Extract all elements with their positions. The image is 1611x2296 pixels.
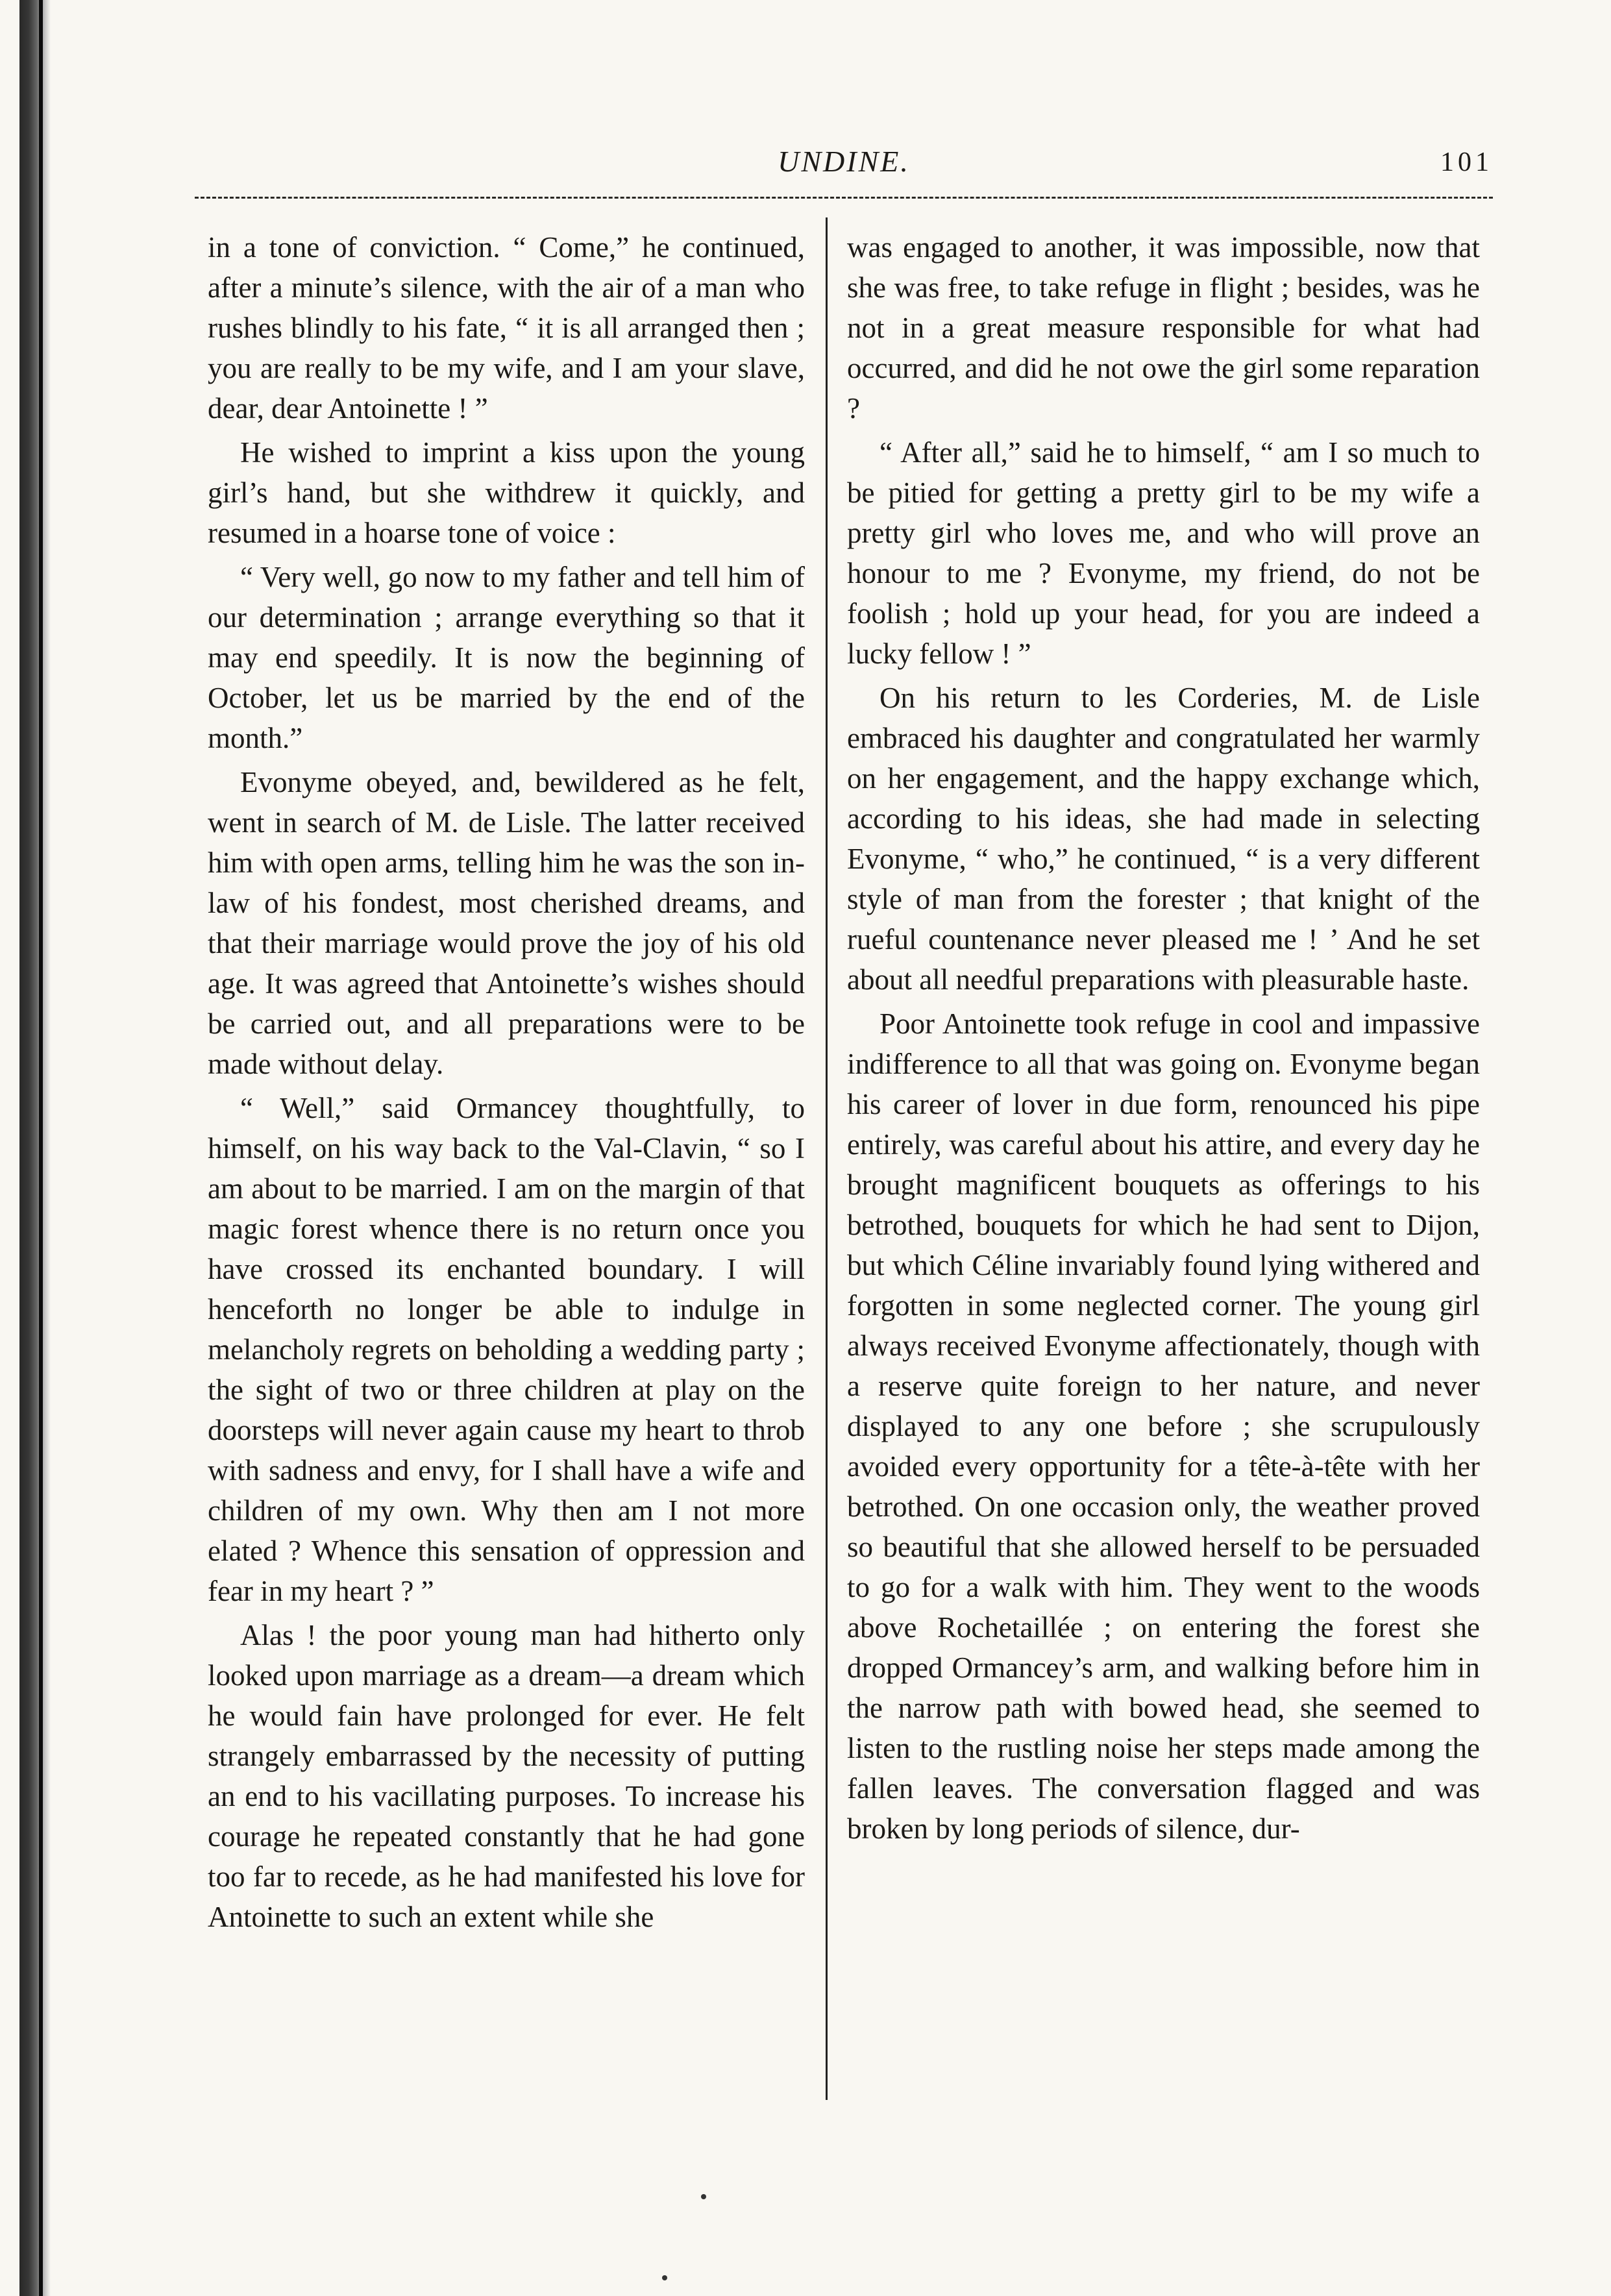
running-header [195, 144, 1493, 190]
paragraph: “ Very well, go now to my father and tell him of our determination ; arrange everything so that it may end speedily. It is now the beginning of October, let us be married by the end of the month.” [208, 561, 805, 754]
paragraph: Poor Antoinette took refuge in cool and impassive indifference to all that was going on. Evonyme began his career of lover in due form, renounced his pipe entirely, was careful about his attire, and every day he brought magnificent bouquets as offerings to his betrothed, bouquets for which he had sent to Dijon, but which Céline invariably found lying withered and forgotten in some neglected corner. The young girl always received Evonyme affectionately, though with a reserve quite foreign to her nature, and never displayed to any one before ; she scrupulously avoided every opportunity for a tête-à-tête with her betrothed. On one occasion only, the weather proved so beautiful that she allowed herself to be persuaded to go for a walk with him. They went to the woods above Rochetaillée ; on entering the forest she dropped Ormancey’s arm, and walking before him in the narrow path with bowed head, she seemed to listen to the rustling noise her steps made among the fallen leaves. The conversation flagged and was broken by long periods of silence, dur- [847, 1007, 1480, 1845]
page-number: 101 [1440, 147, 1493, 177]
print-speck [662, 2275, 667, 2280]
paragraph: Evonyme obeyed, and, bewildered as he felt, went in search of M. de Lisle. The latter received him with open arms, telling him he was the son in-law of his fondest, most cherished dreams, and that their marriage would prove the joy of his old age. It was agreed that Antoinette’s wishes should be carried out, and all preparations were to be made without delay. [208, 766, 805, 1080]
print-speck [701, 2194, 706, 2199]
header-rule [195, 197, 1493, 199]
page-binding-shadow [19, 0, 51, 2296]
running-title: UNDINE. [778, 145, 910, 178]
paragraph: He wished to imprint a kiss upon the young girl’s hand, but she withdrew it quickly, and resumed in a hoarse tone of voice : [208, 436, 805, 549]
left-column [208, 227, 805, 1941]
column-divider [826, 217, 828, 2100]
paragraph: “ After all,” said he to himself, “ am I so much to be pitied for getting a pretty girl to be my wife a pretty girl who loves me, and who will prove an honour to me ? Evonyme, my friend, do not be foolish ; hold up your head, for you are indeed a lucky fellow ! ” [847, 436, 1480, 670]
paragraph: “ Well,” said Ormancey thoughtfully, to himself, on his way back to the Val-Clavin, “ so I am about to be married. I am on the margin of that magic forest whence there is no return once you have crossed its enchanted boundary. I will henceforth no longer be able to indulge in melancholy regrets on beholding a wedding party ; the sight of two or three children at play on the doorsteps will never again cause my heart to throb with sadness and envy, for I shall have a wife and children of my own. Why then am I not more elated ? Whence this sensation of oppression and fear in my heart ? ” [208, 1092, 805, 1607]
paragraph: in a tone of conviction. “ Come,” he continued, after a minute’s silence, with the air of a man who rushes blindly to his fate, “ it is all arranged then ; you are really to be my wife, and I am your slave, dear, dear Antoinette ! ” [208, 231, 805, 425]
paragraph: On his return to les Corderies, M. de Lisle embraced his daughter and congratulated her warmly on her engagement, and the happy exchange which, according to his ideas, she had made in selecting Evonyme, “ who,” he continued, “ is a very different style of man from the forester ; that knight of the rueful countenance never pleased me ! ’ And he set about all needful preparations with pleasurable haste. [847, 682, 1480, 996]
paragraph: Alas ! the poor young man had hitherto only looked upon marriage as a dream—a dream which he would fain have prolonged for ever. He felt strangely embarrassed by the necessity of putting an end to his vacillating purposes. To increase his courage he repeated constantly that he had gone too far to recede, as he had manifested his love for Antoinette to such an extent while she [208, 1619, 805, 1933]
page-binding-edge [39, 0, 43, 2296]
paragraph: was engaged to another, it was impossible, now that she was free, to take refuge in flight ; besides, was he not in a great measure responsible for what had occurred, and did he not owe the girl some reparation ? [847, 231, 1480, 425]
right-column [847, 227, 1480, 1853]
